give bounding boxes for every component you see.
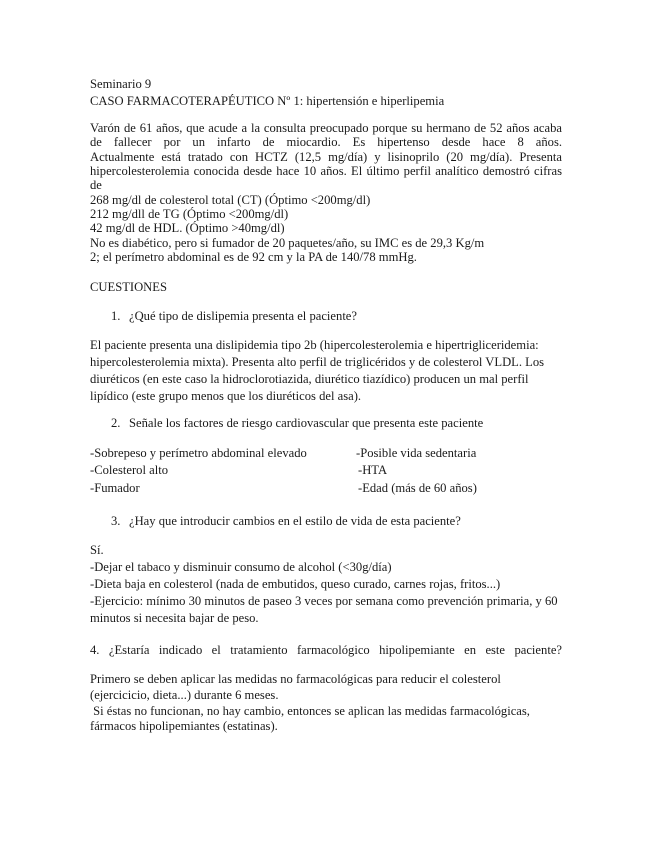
questions-heading: CUESTIONES (90, 280, 167, 294)
risk-factor-item: -Fumador (90, 481, 140, 495)
case-title: CASO FARMACOTERAPÉUTICO Nº 1: hipertensión e hiperlipemia (90, 94, 445, 108)
question-text: Señale los factores de riesgo cardiovascular que presenta este paciente (129, 416, 484, 430)
answer-line: -Dieta baja en colesterol (nada de embutidos, queso curado, carnes rojas, fritos...) (90, 577, 501, 591)
risk-factor-item: -Edad (más de 60 años) (358, 481, 477, 495)
answer-line: lipídico (este grupo menos que los diuréticos del asa). (90, 389, 362, 403)
answer-line: (ejercicicio, dieta...) durante 6 meses. (90, 688, 279, 702)
question-text: 4. ¿Estaría indicado el tratamiento farmacológico hipolipemiante en este paciente? (90, 643, 562, 657)
case-line: Varón de 61 años, que acude a la consulta preocupado porque su hermano de 52 años acaba (90, 121, 562, 135)
answer-line: -Dejar el tabaco y disminuir consumo de alcohol (<30g/día) (90, 560, 392, 574)
case-line: de (90, 178, 102, 192)
question-text: ¿Qué tipo de dislipemia presenta el paciente? (129, 309, 357, 323)
question-number: 3. (111, 514, 121, 528)
risk-factor-item: -Posible vida sedentaria (356, 446, 477, 460)
answer-line: diuréticos (en este caso la hidroclorotiazida, diurético tiazídico) producen un mal perfil (90, 372, 529, 386)
answer-line: El paciente presenta una dislipidemia tipo 2b (hipercolesterolemia e hipertrigliceridemia: (90, 338, 539, 352)
case-line: Actualmente está tratado con HCTZ (12,5 mg/día) y lisinoprilo (20 mg/día). Presenta (90, 150, 562, 164)
answer-line: Primero se deben aplicar las medidas no farmacológicas para reducir el colesterol (90, 672, 501, 686)
answer-line: hipercolesterolemia mixta). Presenta alto perfil de triglicéridos y de colesterol VLDL. Los (90, 355, 545, 369)
question-text: ¿Hay que introducir cambios en el estilo de vida de esta paciente? (129, 514, 461, 528)
case-line: de fallecer por un infarto de miocardio. Es hipertenso desde hace 8 años. (90, 135, 562, 149)
question-number: 2. (111, 416, 121, 430)
answer-line: minutos si necesita bajar de peso. (90, 611, 259, 625)
answer-line: -Ejercicio: mínimo 30 minutos de paseo 3 veces por semana como prevención primaria, y 60 (90, 594, 558, 608)
risk-factor-item: -Colesterol alto (90, 463, 168, 477)
answer-line: Si éstas no funcionan, no hay cambio, entonces se aplican las medidas farmacológicas, (90, 704, 530, 718)
case-line: No es diabético, pero si fumador de 20 paquetes/año, su IMC es de 29,3 Kg/m (90, 236, 485, 250)
case-line: 212 mg/dll de TG (Óptimo <200mg/dl) (90, 207, 289, 221)
seminar-label: Seminario 9 (90, 77, 152, 91)
case-line: 2; el perímetro abdominal es de 92 cm y la PA de 140/78 mmHg. (90, 250, 417, 264)
risk-factor-item: -HTA (358, 463, 388, 477)
case-line: 268 mg/dl de colesterol total (CT) (Óptimo <200mg/dl) (90, 193, 371, 207)
question-number: 1. (111, 309, 121, 323)
answer-line: Sí. (90, 543, 104, 557)
answer-line: fármacos hipolipemiantes (estatinas). (90, 719, 278, 733)
case-line: hipercolesterolemia conocida desde hace 10 años. El último perfil analítico demostró cifras (90, 164, 562, 178)
risk-factor-item: -Sobrepeso y perímetro abdominal elevado (90, 446, 307, 460)
case-line: 42 mg/dl de HDL. (Óptimo >40mg/dl) (90, 221, 285, 235)
